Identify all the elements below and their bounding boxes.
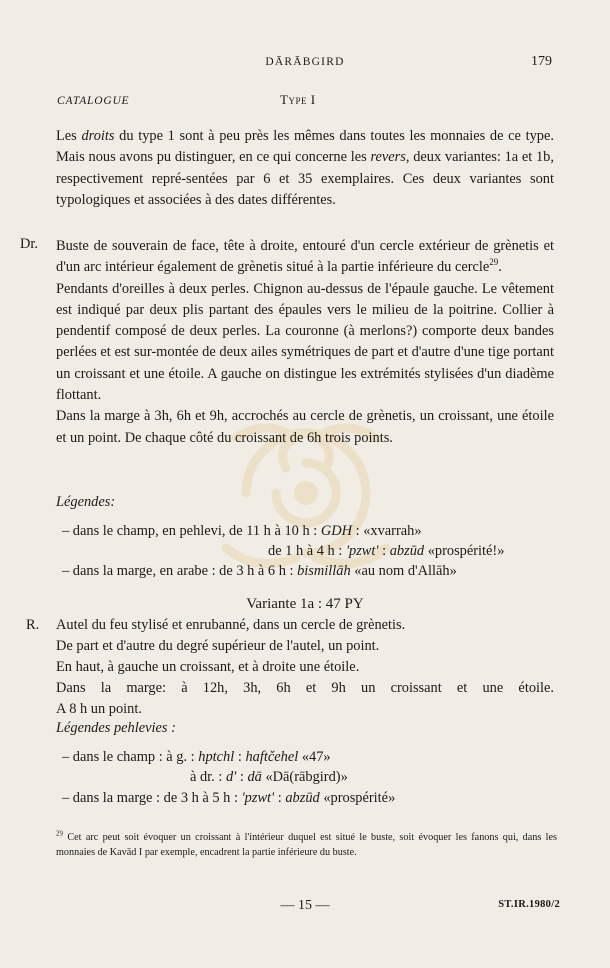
leg1-a: – dans le champ, en pehlevi, de 11 h à 10 h :: [62, 523, 321, 539]
section-catalogue: CATALOGUE: [57, 95, 130, 107]
leg2-2b: d': [225, 769, 237, 785]
leg2-b: 'pzwt': [345, 543, 379, 559]
droit-p1-end: .: [498, 259, 502, 276]
droit-paragraph-3: Dans la marge à 3h, 6h et 9h, accrochés au cercle de grènetis, un croissant, une étoile et un point. De chaque côté du croissant de 6h trois points.: [56, 408, 554, 446]
running-title: DĀRĀBGIRD: [265, 56, 345, 68]
intro-text-1: Les: [56, 128, 82, 144]
revers-line: A 8 h un point.: [56, 701, 142, 717]
leg1-c: : «xvarrah»: [352, 523, 422, 539]
droit-label: Dr.: [20, 236, 38, 252]
leg2-3a: – dans la marge : de 3 h à 5 h :: [62, 790, 242, 806]
leg2-3e: «prospérité»: [319, 790, 396, 806]
legendes-heading: Légendes:: [56, 494, 116, 510]
leg2-1e: «47»: [298, 749, 331, 765]
revers-line: Autel du feu stylisé et enrubanné, dans un cercle de grènetis.: [56, 617, 406, 633]
intro-text-2: du type 1 sont à peu près les mêmes dans toutes les monnaies de ce type. Mais nous avons pu distinguer, en ce qui concerne les: [56, 128, 554, 166]
legend-margin-line: [62, 563, 457, 580]
leg2-d: abzūd: [389, 543, 425, 559]
legend-field-line: [62, 523, 422, 540]
droit-p1-text: Buste de souverain de face, tête à droite, entouré d'un cercle extérieur de grènetis et d'un arc intérieur également de grènetis situé à la partie inférieure du cercle: [56, 238, 554, 276]
intro-paragraph: [56, 126, 554, 211]
footnote-number: 29: [56, 829, 63, 838]
revers-label: R.: [26, 617, 40, 633]
leg2-2a: à dr. :: [190, 769, 226, 785]
intro-revers: revers: [370, 149, 406, 166]
folio: — 15 —: [280, 898, 330, 913]
leg3-a: – dans la marge, en arabe : de 3 h à 6 h :: [62, 563, 298, 579]
footnote: [56, 830, 557, 860]
revers-line: De part et d'autre du degré supérieur de l'autel, un point.: [56, 638, 380, 654]
page-number: 179: [531, 54, 552, 69]
legend2-field-line: [62, 749, 331, 766]
leg2-1b: hptchl: [198, 749, 235, 765]
leg2-3b: 'pzwt': [241, 790, 275, 806]
footnote-ref: 29: [489, 257, 499, 268]
leg2-3d: abzūd: [285, 790, 320, 806]
legend2-field-line-2: [190, 769, 348, 786]
intro-text-3: , deux variantes: 1a et 1b, respectivement repré-sentées par 6 et 35 exemplaires. Ces deux variantes sont typologiques et associées à des dates différentes.: [56, 149, 554, 208]
intro-droits: droits: [81, 128, 115, 144]
leg1-b: GDH: [320, 523, 353, 539]
leg2-3c: :: [274, 790, 286, 806]
legend2-margin-line: [62, 790, 395, 807]
legendes-pehlevies-heading: Légendes pehlevies :: [56, 720, 176, 736]
leg2-2c: :: [236, 769, 248, 785]
leg2-1d: haftčehel: [245, 749, 299, 765]
leg2-1a: – dans le champ : à g. :: [62, 749, 199, 765]
droit-paragraph-2: Pendants d'oreilles à deux perles. Chignon au-dessus de l'épaule gauche. Le vêtement est indiqué par deux plis partant des épaules vers le milieu de la poitrine. Collier à pendentif composé de deux perles. La couronne (à merlons?) comporte deux bandes perlées et est sur-montée de deux ailes symétriques de part et d'autre d'une tige portant un croissant et une étoile. A gauche on distingue les extrémités stylisées d'un diadème flottant.: [56, 280, 554, 404]
footnote-text: Cet arc peut soit évoquer un croissant à l'intérieur duquel est situé le buste, soit évoquer les fanons qui, dans les monnaies de Kavād I par exemple, encadrent la partie inférieure du buste.: [56, 832, 557, 858]
revers-line: Dans la marge: à 12h, 3h, 6h et 9h un croissant et une étoile.: [56, 680, 554, 696]
legend-field-line-2: [268, 543, 504, 560]
journal-code: ST.IR.1980/2: [498, 899, 560, 910]
leg3-b: bismillāh: [297, 563, 351, 579]
droit-description: [56, 236, 554, 449]
droit-paragraph-1: [56, 236, 554, 279]
type-heading: Type I: [280, 92, 316, 107]
leg2-2d: dā: [247, 769, 262, 785]
leg2-c: :: [378, 543, 390, 559]
leg2-a: de 1 h à 4 h :: [268, 543, 346, 559]
leg3-c: «au nom d'Allāh»: [350, 563, 457, 579]
leg2-e: «prospérité!»: [424, 543, 505, 559]
leg2-2e: «Dā(rābgird)»: [261, 769, 348, 785]
variant-heading: Variante 1a : 47 PY: [246, 596, 364, 612]
leg2-1c: :: [234, 749, 246, 765]
revers-line: En haut, à gauche un croissant, et à droite une étoile.: [56, 659, 360, 675]
